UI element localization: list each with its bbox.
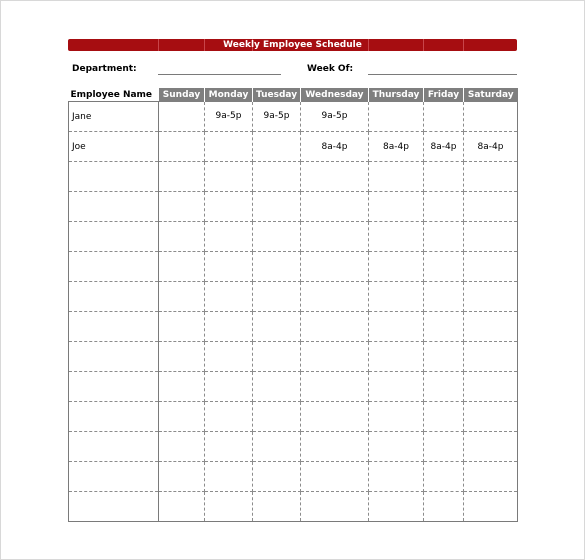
shift-cell-monday[interactable] [205, 312, 253, 342]
day-header-friday: Friday [424, 88, 464, 102]
shift-cell-monday[interactable] [205, 432, 253, 462]
shift-cell-wednesday[interactable] [301, 162, 369, 192]
shift-cell-wednesday[interactable] [301, 222, 369, 252]
shift-cell-friday[interactable] [424, 162, 464, 192]
shift-cell-thursday[interactable] [369, 222, 424, 252]
shift-cell-sunday[interactable] [159, 432, 205, 462]
employee-name-cell[interactable] [69, 192, 159, 222]
shift-cell-monday[interactable] [205, 492, 253, 522]
shift-cell-saturday[interactable] [464, 102, 518, 132]
shift-cell-tuesday[interactable] [253, 492, 301, 522]
shift-cell-wednesday[interactable]: 9a-5p [301, 102, 369, 132]
header-row [69, 88, 518, 102]
shift-cell-saturday[interactable] [464, 492, 518, 522]
table-row [69, 222, 518, 252]
shift-cell-wednesday[interactable] [301, 492, 369, 522]
shift-cell-friday[interactable] [424, 312, 464, 342]
shift-cell-monday[interactable] [205, 222, 253, 252]
employee-name-header: Employee Name [69, 88, 159, 102]
shift-cell-friday[interactable] [424, 282, 464, 312]
day-header-thursday: Thursday [369, 88, 424, 102]
shift-cell-monday[interactable] [205, 162, 253, 192]
shift-cell-wednesday[interactable] [301, 462, 369, 492]
table-row [69, 132, 518, 162]
employee-name-cell[interactable] [69, 252, 159, 282]
shift-cell-tuesday[interactable] [253, 312, 301, 342]
shift-cell-friday[interactable] [424, 432, 464, 462]
shift-cell-saturday[interactable] [464, 282, 518, 312]
employee-name-cell[interactable] [69, 492, 159, 522]
schedule-table [68, 88, 518, 522]
employee-name-cell[interactable]: Joe [69, 132, 159, 162]
shift-cell-sunday[interactable] [159, 192, 205, 222]
shift-cell-thursday[interactable] [369, 432, 424, 462]
table-row [69, 192, 518, 222]
shift-cell-monday[interactable] [205, 372, 253, 402]
shift-cell-thursday[interactable] [369, 492, 424, 522]
shift-cell-saturday[interactable] [464, 342, 518, 372]
shift-cell-tuesday[interactable] [253, 222, 301, 252]
table-row [69, 432, 518, 462]
shift-cell-sunday[interactable] [159, 282, 205, 312]
table-row [69, 402, 518, 432]
shift-cell-monday[interactable] [205, 462, 253, 492]
shift-cell-thursday[interactable] [369, 282, 424, 312]
shift-cell-tuesday[interactable] [253, 402, 301, 432]
shift-cell-monday[interactable] [205, 132, 253, 162]
shift-cell-friday[interactable] [424, 492, 464, 522]
title-bar-divider [423, 39, 424, 51]
shift-cell-tuesday[interactable]: 9a-5p [253, 102, 301, 132]
employee-name-cell[interactable] [69, 282, 159, 312]
shift-cell-friday[interactable] [424, 252, 464, 282]
shift-cell-friday[interactable] [424, 222, 464, 252]
shift-cell-friday[interactable] [424, 342, 464, 372]
shift-cell-sunday[interactable] [159, 462, 205, 492]
shift-cell-wednesday[interactable] [301, 192, 369, 222]
table-row [69, 342, 518, 372]
shift-cell-thursday[interactable]: 8a-4p [369, 132, 424, 162]
employee-name-cell[interactable] [69, 312, 159, 342]
shift-cell-friday[interactable]: 8a-4p [424, 132, 464, 162]
shift-cell-monday[interactable]: 9a-5p [205, 102, 253, 132]
shift-cell-saturday[interactable] [464, 312, 518, 342]
table-row [69, 162, 518, 192]
shift-cell-saturday[interactable] [464, 462, 518, 492]
title-bar-divider [158, 39, 159, 51]
shift-cell-tuesday[interactable] [253, 282, 301, 312]
shift-cell-friday[interactable] [424, 402, 464, 432]
shift-cell-tuesday[interactable] [253, 342, 301, 372]
shift-cell-thursday[interactable] [369, 252, 424, 282]
week-of-label: Week Of: [307, 64, 354, 74]
shift-cell-wednesday[interactable] [301, 372, 369, 402]
shift-cell-tuesday[interactable] [253, 432, 301, 462]
shift-cell-wednesday[interactable] [301, 342, 369, 372]
shift-cell-tuesday[interactable] [253, 372, 301, 402]
shift-cell-saturday[interactable] [464, 402, 518, 432]
table-row [69, 492, 518, 522]
shift-cell-thursday[interactable] [369, 192, 424, 222]
day-header-monday: Monday [205, 88, 253, 102]
shift-cell-thursday[interactable] [369, 342, 424, 372]
title-bar-divider [463, 39, 464, 51]
shift-cell-sunday[interactable] [159, 312, 205, 342]
shift-cell-saturday[interactable]: 8a-4p [464, 132, 518, 162]
shift-cell-sunday[interactable] [159, 132, 205, 162]
shift-cell-tuesday[interactable] [253, 252, 301, 282]
shift-cell-tuesday[interactable] [253, 162, 301, 192]
table-row [69, 372, 518, 402]
title-bar-divider [204, 39, 205, 51]
table-row [69, 282, 518, 312]
shift-cell-monday[interactable] [205, 192, 253, 222]
shift-cell-sunday[interactable] [159, 402, 205, 432]
shift-cell-friday[interactable] [424, 372, 464, 402]
shift-cell-sunday[interactable] [159, 342, 205, 372]
employee-name-cell[interactable] [69, 222, 159, 252]
shift-cell-thursday[interactable] [369, 102, 424, 132]
employee-name-cell[interactable] [69, 462, 159, 492]
shift-cell-monday[interactable] [205, 342, 253, 372]
shift-cell-thursday[interactable] [369, 312, 424, 342]
shift-cell-saturday[interactable] [464, 222, 518, 252]
table-row [69, 462, 518, 492]
day-header-saturday: Saturday [464, 88, 518, 102]
shift-cell-sunday[interactable] [159, 252, 205, 282]
table-row [69, 252, 518, 282]
title-bar-divider [368, 39, 369, 51]
day-header-sunday: Sunday [159, 88, 205, 102]
shift-cell-sunday[interactable] [159, 102, 205, 132]
day-header-tuesday: Tuesday [253, 88, 301, 102]
employee-name-cell[interactable]: Jane [69, 102, 159, 132]
page-title: Weekly Employee Schedule [223, 40, 362, 50]
employee-name-cell[interactable] [69, 162, 159, 192]
table-row [69, 102, 518, 132]
shift-cell-thursday[interactable] [369, 462, 424, 492]
shift-cell-wednesday[interactable] [301, 282, 369, 312]
shift-cell-monday[interactable] [205, 252, 253, 282]
shift-cell-saturday[interactable] [464, 192, 518, 222]
employee-name-cell[interactable] [69, 402, 159, 432]
day-header-wednesday: Wednesday [301, 88, 369, 102]
shift-cell-friday[interactable] [424, 462, 464, 492]
shift-cell-wednesday[interactable] [301, 432, 369, 462]
title-bar [68, 39, 517, 51]
shift-cell-sunday[interactable] [159, 222, 205, 252]
shift-cell-wednesday[interactable] [301, 402, 369, 432]
shift-cell-monday[interactable] [205, 282, 253, 312]
shift-cell-saturday[interactable] [464, 252, 518, 282]
employee-name-cell[interactable] [69, 372, 159, 402]
shift-cell-thursday[interactable] [369, 162, 424, 192]
employee-name-cell[interactable] [69, 342, 159, 372]
shift-cell-friday[interactable] [424, 192, 464, 222]
shift-cell-sunday[interactable] [159, 492, 205, 522]
shift-cell-saturday[interactable] [464, 372, 518, 402]
shift-cell-wednesday[interactable] [301, 252, 369, 282]
department-label: Department: [72, 64, 137, 74]
table-row [69, 312, 518, 342]
employee-name-cell[interactable] [69, 432, 159, 462]
shift-cell-wednesday[interactable] [301, 312, 369, 342]
shift-cell-tuesday[interactable] [253, 192, 301, 222]
shift-cell-thursday[interactable] [369, 372, 424, 402]
shift-cell-saturday[interactable] [464, 432, 518, 462]
week-of-field[interactable] [368, 74, 517, 75]
shift-cell-friday[interactable] [424, 102, 464, 132]
shift-cell-tuesday[interactable] [253, 462, 301, 492]
shift-cell-wednesday[interactable]: 8a-4p [301, 132, 369, 162]
shift-cell-sunday[interactable] [159, 372, 205, 402]
shift-cell-sunday[interactable] [159, 162, 205, 192]
shift-cell-tuesday[interactable] [253, 132, 301, 162]
shift-cell-thursday[interactable] [369, 402, 424, 432]
shift-cell-monday[interactable] [205, 402, 253, 432]
shift-cell-saturday[interactable] [464, 162, 518, 192]
department-field[interactable] [158, 74, 281, 75]
